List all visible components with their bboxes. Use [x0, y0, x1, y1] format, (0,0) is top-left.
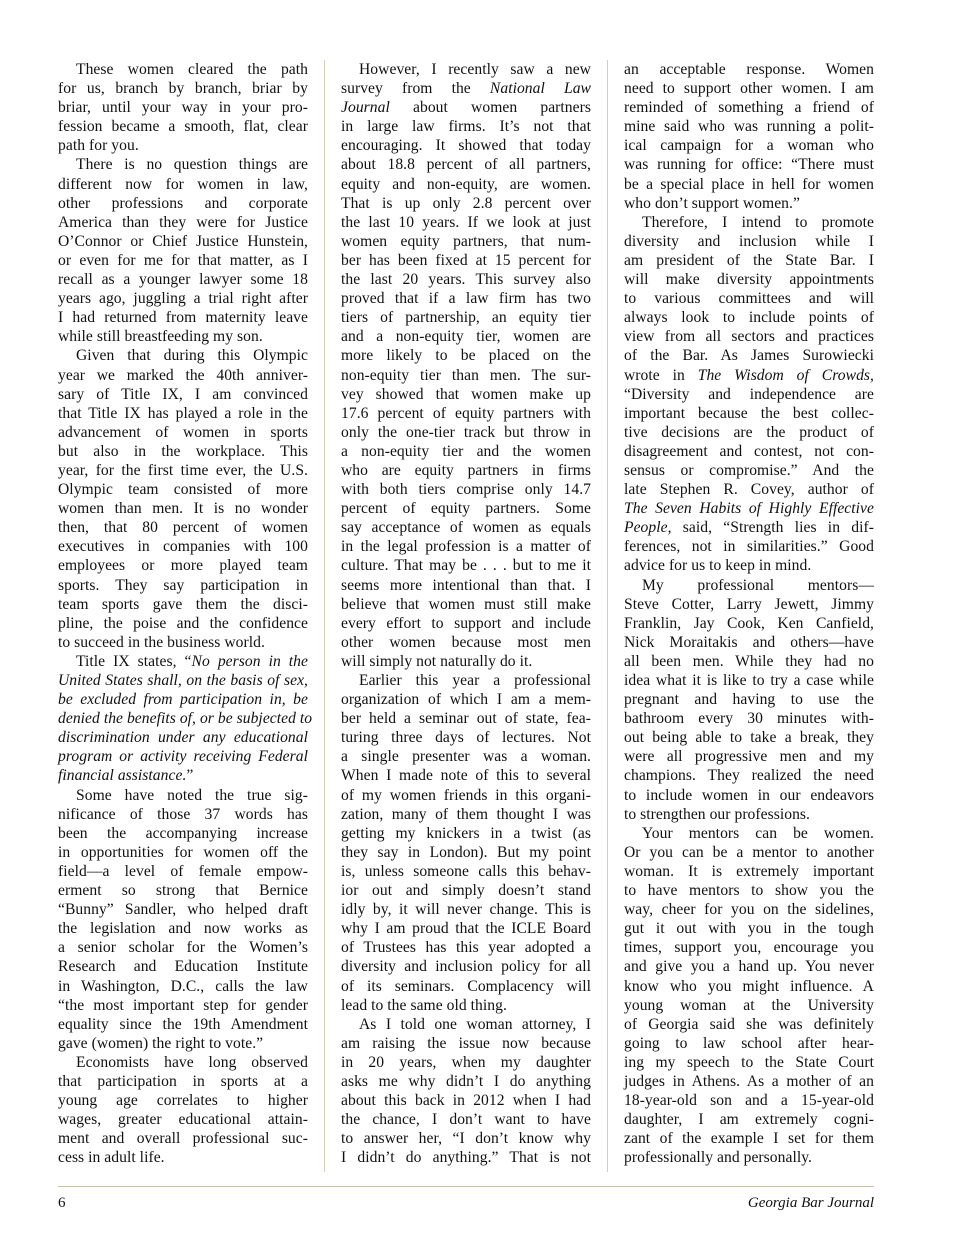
text-line: zation, many of them thought I was: [341, 805, 591, 823]
text-line: Steve Cotter, Larry Jewett, Jimmy: [624, 595, 874, 613]
text-line: fession became a smooth, flat, clear: [58, 118, 308, 136]
text-line: year we marked the 40th anniver-: [58, 366, 308, 384]
text-line: in the legal profession is a matter of: [341, 538, 591, 556]
text-line: When I made note of this to several: [341, 767, 591, 785]
text-line: women than men. It is no wonder: [58, 500, 308, 518]
text-line: women equity partners, that num-: [341, 232, 591, 250]
text-line: proved that if a law firm has two: [341, 290, 591, 308]
text-line: but also in the workplace. This: [58, 442, 308, 460]
text-line: 18-year-old son and a 15-year-old: [624, 1092, 874, 1110]
text-line: judges in Athens. As a mother of an: [624, 1072, 874, 1090]
text-line: every effort to support and include: [341, 614, 591, 632]
text-line: erment so strong that Bernice: [58, 882, 308, 900]
text-line: other women because most men: [341, 633, 591, 651]
text-line: ical campaign for a woman who: [624, 137, 874, 155]
text-line: Some have noted the true sig-: [76, 786, 308, 804]
text-line: who don’t support women.”: [624, 194, 800, 212]
text-line: gut it out with you in the tough: [624, 920, 874, 938]
text-line: way, cheer for you on the sidelines,: [624, 901, 874, 919]
text-line: equality since the 19th Amendment: [58, 1015, 308, 1033]
text-line: am raising the issue now because: [341, 1034, 591, 1052]
text-line: champions. They realized the need: [624, 767, 874, 785]
text-line: an acceptable response. Women: [624, 61, 874, 78]
text-line: tive decisions are the product of: [624, 423, 874, 441]
text-line: As I told one woman attorney, I: [359, 1015, 591, 1033]
text-line: woman. It is extremely important: [624, 862, 874, 880]
text-line: a single presenter was a woman.: [341, 748, 591, 766]
text-line: Journal about women partners: [341, 99, 591, 117]
footer-rule: [58, 1186, 874, 1187]
text-line: ior out and simply doesn’t stand: [341, 882, 591, 900]
text-line: to answer her, “I don’t know why: [341, 1130, 591, 1148]
text-line: that Title IX has played a role in the: [58, 404, 308, 422]
text-line: nificance of those 37 words has: [58, 805, 308, 823]
text-line: These women cleared the path: [76, 61, 308, 78]
text-line: view from all sectors and practices: [624, 328, 874, 346]
text-line: People, said, “Strength lies in dif-: [624, 519, 874, 537]
text-line: advice for us to keep in mind.: [624, 557, 812, 575]
text-line: in large law firms. It’s not that: [341, 118, 591, 136]
text-line: employees or more played team: [58, 557, 308, 575]
text-line: pline, the poise and the confidence: [58, 614, 308, 632]
text-line: while still breastfeeding my son.: [58, 328, 263, 346]
text-line: year, for the first time ever, the U.S.: [58, 461, 308, 479]
text-line: bathroom every 30 minutes with-: [624, 710, 874, 728]
text-line: gave (women) the right to vote.”: [58, 1034, 264, 1052]
text-line: equity and non-equity, are women.: [341, 175, 591, 193]
text-line: to have mentors to show you the: [624, 882, 874, 900]
text-line: daughter, I am extremely cogni-: [624, 1111, 874, 1129]
text-line: were all progressive men and my: [624, 748, 874, 766]
text-line: only the one-tier track but throw in: [341, 423, 591, 441]
text-line: professionally and personally.: [624, 1149, 812, 1167]
text-line: always look to include points of: [624, 309, 874, 327]
text-line: the last 10 years. If we look at just: [341, 213, 591, 231]
text-line: diversity and inclusion while I: [624, 232, 874, 250]
text-line: Therefore, I intend to promote: [642, 213, 874, 231]
text-line: ber held a seminar out of state, fea-: [341, 710, 591, 728]
text-line: the chance, I don’t want to have: [341, 1111, 591, 1129]
text-line: reminded of something a friend of: [624, 99, 874, 117]
text-line: ferences, not in similarities.” Good: [624, 538, 874, 556]
text-line: late Stephen R. Covey, author of: [624, 481, 874, 499]
article-column-2: [341, 60, 591, 1167]
text-line: young woman at the University: [624, 996, 874, 1014]
text-line: different now for women in law,: [58, 175, 308, 193]
text-line: denied the benefits of, or be subjected to: [58, 710, 313, 728]
text-line: zant of the example I set for them: [624, 1130, 874, 1148]
text-line: advancement of women in sports: [58, 423, 308, 441]
text-line: Franklin, Jay Cook, Ken Canfield,: [624, 614, 874, 632]
text-line: financial assistance.”: [58, 767, 194, 785]
text-line: discrimination under any educational: [58, 729, 308, 747]
text-line: disagreement and contest, not con-: [624, 442, 874, 460]
text-line: lead to the same old thing.: [341, 996, 507, 1014]
text-line: a senior scholar for the Women’s: [58, 939, 308, 957]
article-column-3: [624, 60, 874, 1167]
text-line: times, support you, encourage you: [624, 939, 874, 957]
text-line: of Trustees has this year adopted a: [341, 939, 591, 957]
text-line: young age correlates to higher: [58, 1092, 308, 1110]
text-line: going to law school after hear-: [624, 1034, 874, 1052]
text-line: turing three days of lectures. Not: [341, 729, 591, 747]
journal-title: Georgia Bar Journal: [747, 1195, 874, 1211]
text-line: Title IX states, “No person in the: [76, 652, 308, 670]
text-line: pregnant and having to use the: [624, 691, 874, 709]
text-line: about 18.8 percent of all partners,: [341, 156, 591, 174]
text-line: then, that 80 percent of women: [58, 519, 308, 537]
text-line: That is up only 2.8 percent over: [341, 194, 591, 212]
text-line: about this back in 2012 when I had: [341, 1092, 591, 1110]
text-line: Nick Moraitakis and others—have: [624, 633, 874, 651]
text-line: they say in London). But my point: [341, 843, 591, 861]
text-line: There is no question things are: [76, 156, 308, 174]
column-divider: [607, 60, 608, 1172]
text-line: Your mentors can be women.: [642, 824, 874, 842]
text-line: cess in adult life.: [58, 1149, 165, 1167]
article-column-1: [58, 60, 313, 1167]
text-line: survey from the National Law: [341, 80, 591, 98]
text-line: Olympic team consisted of more: [58, 481, 308, 499]
text-line: However, I recently saw a new: [359, 61, 591, 78]
text-line: to strengthen our professions.: [624, 805, 810, 823]
text-line: Economists have long observed: [76, 1053, 308, 1071]
text-line: ing my speech to the State Court: [624, 1053, 874, 1071]
text-line: idea what it is like to try a case while: [624, 672, 874, 689]
text-line: will simply not naturally do it.: [341, 652, 533, 670]
text-line: or even for me for that matter, as I: [58, 251, 308, 269]
text-line: to include women in our endeavors: [624, 786, 874, 804]
text-line: of the Bar. As James Surowiecki: [624, 347, 874, 365]
text-line: tiers of partnership, an equity tier: [341, 309, 591, 327]
text-line: O’Connor or Chief Justice Hunstein,: [58, 232, 308, 250]
text-line: of Georgia said she was definitely: [624, 1015, 874, 1033]
text-line: getting my knickers in a twist (as: [341, 824, 591, 842]
text-line: why I am proud that the ICLE Board: [341, 920, 591, 938]
text-line: culture. That may be . . . but to me it: [341, 557, 591, 575]
text-line: program or activity receiving Federal: [58, 748, 308, 766]
text-line: the last 20 years. This survey also: [341, 271, 591, 289]
text-line: be excluded from participation in, be: [58, 691, 308, 709]
text-line: that participation in sports at a: [58, 1072, 308, 1090]
text-line: “the most important step for gender: [58, 996, 308, 1014]
text-line: be a special place in hell for women: [624, 175, 874, 193]
text-line: more likely to be placed on the: [341, 347, 591, 365]
text-line: 17.6 percent of equity partners with: [341, 404, 591, 422]
text-line: to various committees and will: [624, 290, 874, 308]
text-line: idly by, it will never change. This is: [341, 901, 591, 919]
text-line: non-equity tier than men. The sur-: [341, 366, 591, 384]
text-line: My professional mentors—: [642, 576, 874, 594]
text-line: encouraging. It showed that today: [341, 137, 591, 155]
text-line: important because the best collec-: [624, 404, 874, 422]
text-line: Or you can be a mentor to another: [624, 843, 874, 861]
text-line: field—a level of female empow-: [58, 862, 308, 880]
text-line: other professions and corporate: [58, 194, 308, 212]
text-line: team sports gave them the disci-: [58, 595, 308, 613]
text-line: years ago, juggling a trial right after: [58, 290, 308, 308]
text-line: sports. They say participation in: [58, 576, 308, 594]
text-line: Given that during this Olympic: [76, 347, 308, 365]
text-line: asks me why didn’t I do anything: [341, 1072, 591, 1090]
text-line: the legislation and now works as: [58, 920, 308, 938]
text-line: need to support other women. I am: [624, 80, 874, 98]
text-line: sensus or compromise.” And the: [624, 461, 874, 479]
text-line: “Bunny” Sandler, who helped draft: [58, 901, 308, 919]
text-line: ber has been fixed at 15 percent for: [341, 251, 591, 269]
text-line: I didn’t do anything.” That is not: [341, 1149, 591, 1167]
text-line: wages, greater educational attain-: [58, 1111, 308, 1129]
text-line: to succeed in the business world.: [58, 633, 265, 651]
text-line: with both tiers comprise only 14.7: [341, 481, 591, 499]
text-line: and a non-equity tier, women are: [341, 328, 591, 346]
text-line: recall as a younger lawyer some 18: [58, 271, 308, 289]
text-line: was running for office: “There must: [624, 156, 874, 174]
text-line: wrote in The Wisdom of Crowds,: [624, 366, 874, 384]
text-line: out being able to take a break, they: [624, 729, 874, 747]
text-line: and give you a hand up. You never: [624, 958, 874, 976]
text-line: organization of which I am a mem-: [341, 691, 591, 709]
text-line: who are equity partners in firms: [341, 461, 591, 479]
text-line: for us, branch by branch, briar by: [58, 80, 308, 98]
text-line: am president of the State Bar. I: [624, 251, 874, 269]
text-line: ment and overall professional suc-: [58, 1130, 308, 1148]
text-line: “Diversity and independence are: [624, 385, 874, 403]
text-line: of my women friends in this organi-: [341, 786, 591, 804]
text-line: all been men. While they had no: [624, 652, 874, 670]
page-number: 6: [58, 1195, 66, 1211]
text-line: been the accompanying increase: [58, 824, 308, 842]
text-line: United States shall, on the basis of sex,: [58, 672, 308, 689]
text-line: Research and Education Institute: [58, 958, 308, 976]
text-line: mine said who was running a polit-: [624, 118, 874, 136]
text-line: a non-equity tier and the women: [341, 442, 591, 460]
text-line: diversity and inclusion policy for all: [341, 958, 591, 976]
text-line: path for you.: [58, 137, 139, 155]
text-line: say acceptance of women as equals: [341, 519, 591, 537]
text-line: know who you might influence. A: [624, 977, 874, 995]
text-line: I had returned from maternity leave: [58, 309, 308, 327]
text-line: will make diversity appointments: [624, 271, 874, 289]
text-line: in Washington, D.C., calls the law: [58, 977, 308, 995]
column-divider: [324, 60, 325, 1172]
text-line: percent of equity partners. Some: [341, 500, 591, 518]
text-line: briar, until your way in your pro-: [58, 99, 308, 117]
text-line: of its seminars. Complacency will: [341, 977, 591, 995]
text-line: The Seven Habits of Highly Effective: [624, 500, 874, 518]
text-line: believe that women must still make: [341, 595, 591, 613]
text-line: executives in companies with 100: [58, 538, 308, 556]
text-line: seems more intentional than that. I: [341, 576, 591, 594]
text-line: in opportunities for women off the: [58, 843, 308, 861]
text-line: is, unless someone calls this behav-: [341, 862, 591, 880]
text-line: Earlier this year a professional: [359, 672, 591, 689]
text-line: vey showed that women make up: [341, 385, 591, 403]
text-line: sary of Title IX, I am convinced: [58, 385, 308, 403]
text-line: America than they were for Justice: [58, 213, 308, 231]
text-line: in 20 years, when my daughter: [341, 1053, 591, 1071]
